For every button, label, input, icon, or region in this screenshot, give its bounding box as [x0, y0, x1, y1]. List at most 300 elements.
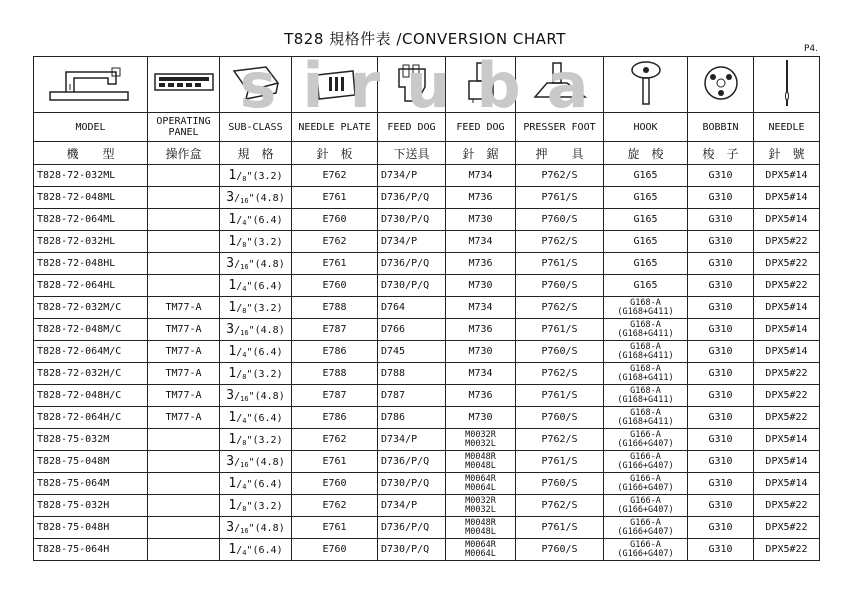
cell-operating-panel: [148, 473, 220, 495]
sub-class-mm: (6.4): [252, 479, 283, 490]
cell-sub-class: $1/_8"(3.2)$: [220, 165, 292, 187]
cell-needle-feed: [446, 209, 516, 231]
sub-class-denominator: 16: [240, 395, 249, 403]
needle-feed-part: M0064R: [465, 539, 496, 550]
cell-operating-panel: [148, 451, 220, 473]
cell-needle-plate: E760: [292, 275, 378, 297]
cell-needle: DPX5#14: [754, 187, 820, 209]
hook-part: G168-A: [630, 363, 661, 374]
cell-feed-dog: D730/P/Q: [378, 209, 446, 231]
cell-hook: [604, 517, 688, 539]
cell-model: T828-75-032H: [34, 495, 148, 517]
cell-needle: DPX5#14: [754, 297, 820, 319]
sub-class-denominator: 4: [242, 549, 247, 557]
cell-sub-class: $1/_8"(3.2)$: [220, 231, 292, 253]
needle-feed-part: M736: [468, 258, 493, 269]
cell-model: T828-72-048ML: [34, 187, 148, 209]
sub-class-mm: (3.2): [252, 303, 283, 314]
illustration-cell-feed-dog: [378, 57, 446, 113]
cell-model: T828-72-048HL: [34, 253, 148, 275]
hook-part: G168-A: [630, 297, 661, 308]
cell-needle: DPX5#22: [754, 363, 820, 385]
cell-model: T828-75-048H: [34, 517, 148, 539]
cell-hook: [604, 429, 688, 451]
cell-operating-panel: [148, 429, 220, 451]
sub-class-mm: (6.4): [252, 545, 283, 556]
cell-bobbin: G310: [688, 275, 754, 297]
cell-presser-foot: P761/S: [516, 385, 604, 407]
illustration-cell-needle-plate: [292, 57, 378, 113]
sewing-machine-icon: [46, 60, 136, 106]
needle-feed-part: M734: [468, 236, 493, 247]
cell-bobbin: G310: [688, 363, 754, 385]
cell-hook: [604, 385, 688, 407]
hook-part: G166-A: [630, 539, 661, 550]
cell-sub-class: $1/_4"(6.4)$: [220, 539, 292, 561]
header-sub-class: SUB-CLASS: [220, 113, 292, 142]
sub-class-mm: (6.4): [252, 413, 283, 424]
sub-class-denominator: 8: [242, 373, 247, 381]
needle-feed-part: M734: [468, 302, 493, 313]
cell-needle: DPX5#14: [754, 429, 820, 451]
sub-class-denominator: 16: [240, 263, 249, 271]
cell-needle-plate: E788: [292, 363, 378, 385]
cell-model: T828-75-048M: [34, 451, 148, 473]
cell-needle-feed: [446, 473, 516, 495]
hook-part: (G168+G411): [617, 350, 674, 361]
needle-feed-part: M0032L: [465, 438, 496, 449]
hook-part: G166-A: [630, 495, 661, 506]
cell-needle-feed: [446, 231, 516, 253]
cell-needle-plate: E761: [292, 253, 378, 275]
cell-hook: [604, 363, 688, 385]
cell-operating-panel: [148, 253, 220, 275]
sub-class-mm: (6.4): [252, 347, 283, 358]
cell-sub-class: $3/_{16}"(4.8)$: [220, 385, 292, 407]
needle-feed-part: M0064L: [465, 482, 496, 493]
cell-presser-foot: P761/S: [516, 187, 604, 209]
cell-hook: [604, 165, 688, 187]
needle-feed-part: M736: [468, 390, 493, 401]
sub-class-numerator: 1: [228, 300, 237, 315]
hook-part: G168-A: [630, 407, 661, 418]
cell-model: T828-72-064H/C: [34, 407, 148, 429]
cell-needle-feed: [446, 275, 516, 297]
header-zh-needle: 針 號: [754, 142, 820, 165]
table-row: [34, 363, 820, 385]
cell-operating-panel: [148, 187, 220, 209]
cell-presser-foot: P761/S: [516, 451, 604, 473]
hook-part: G165: [633, 214, 658, 225]
cell-needle-plate: E762: [292, 495, 378, 517]
cell-needle-plate: E761: [292, 451, 378, 473]
cell-operating-panel: TM77-A: [148, 407, 220, 429]
cell-bobbin: G310: [688, 319, 754, 341]
cell-hook: [604, 297, 688, 319]
cell-presser-foot: P762/S: [516, 297, 604, 319]
cell-bobbin: G310: [688, 209, 754, 231]
cell-needle-feed: [446, 319, 516, 341]
cell-needle: DPX5#22: [754, 407, 820, 429]
sub-class-mm: (4.8): [254, 457, 285, 468]
cell-needle-feed: [446, 451, 516, 473]
table-row: [34, 209, 820, 231]
cell-sub-class: $1/_4"(6.4)$: [220, 341, 292, 363]
cell-model: T828-72-064ML: [34, 209, 148, 231]
hook-part: (G166+G407): [617, 460, 674, 471]
sub-class-denominator: 4: [242, 351, 247, 359]
cell-operating-panel: TM77-A: [148, 341, 220, 363]
sub-class-mm: (4.8): [254, 523, 285, 534]
cell-bobbin: G310: [688, 539, 754, 561]
cell-operating-panel: TM77-A: [148, 297, 220, 319]
needle-feed-part: M0064L: [465, 548, 496, 559]
cell-hook: [604, 407, 688, 429]
cell-hook: [604, 495, 688, 517]
cell-operating-panel: [148, 231, 220, 253]
hook-part: G166-A: [630, 429, 661, 440]
cell-operating-panel: TM77-A: [148, 319, 220, 341]
cell-needle-feed: [446, 495, 516, 517]
table-row: [34, 275, 820, 297]
hook-part: (G168+G411): [617, 394, 674, 405]
needle-feed-part: M0032R: [465, 429, 496, 440]
cell-presser-foot: P761/S: [516, 319, 604, 341]
cell-feed-dog: D736/P/Q: [378, 253, 446, 275]
illustration-cell-hook: [604, 57, 688, 113]
sub-class-numerator: 1: [228, 498, 237, 513]
cell-model: T828-72-032HL: [34, 231, 148, 253]
cell-needle: DPX5#22: [754, 385, 820, 407]
header-needle-feed: FEED DOG: [446, 113, 516, 142]
cell-needle: DPX5#22: [754, 231, 820, 253]
cell-needle: DPX5#14: [754, 319, 820, 341]
cell-needle: DPX5#22: [754, 495, 820, 517]
cell-operating-panel: TM77-A: [148, 385, 220, 407]
needle-feed-part: M0064R: [465, 473, 496, 484]
cell-hook: [604, 209, 688, 231]
sub-class-denominator: 16: [240, 527, 249, 535]
cell-presser-foot: P760/S: [516, 539, 604, 561]
sub-class-numerator: 1: [228, 432, 237, 447]
sub-class-numerator: 1: [228, 542, 237, 557]
sub-class-mm: (3.2): [252, 435, 283, 446]
hook-part: G166-A: [630, 451, 661, 462]
cell-bobbin: G310: [688, 165, 754, 187]
sub-class-mm: (4.8): [254, 259, 285, 270]
sub-class-mm: (4.8): [254, 193, 285, 204]
hook-part: G165: [633, 192, 658, 203]
cell-feed-dog: D736/P/Q: [378, 517, 446, 539]
hook-icon: [624, 58, 668, 108]
hook-part: (G168+G411): [617, 306, 674, 317]
sub-class-denominator: 8: [242, 505, 247, 513]
hook-part: (G168+G411): [617, 372, 674, 383]
cell-needle-plate: E762: [292, 231, 378, 253]
hook-part: (G166+G407): [617, 526, 674, 537]
cell-bobbin: G310: [688, 253, 754, 275]
cell-bobbin: G310: [688, 473, 754, 495]
cell-needle-feed: [446, 429, 516, 451]
hook-part: G165: [633, 280, 658, 291]
needle-feed-part: M0032L: [465, 504, 496, 515]
hook-part: (G166+G407): [617, 548, 674, 559]
cell-needle-feed: [446, 385, 516, 407]
cell-needle: DPX5#22: [754, 253, 820, 275]
cell-needle: DPX5#22: [754, 517, 820, 539]
needle-feed-part: M0048L: [465, 526, 496, 537]
folder-attachment-icon: [226, 61, 286, 105]
sub-class-denominator: 4: [242, 483, 247, 491]
cell-needle-plate: E787: [292, 385, 378, 407]
cell-bobbin: G310: [688, 517, 754, 539]
sub-class-denominator: 8: [242, 241, 247, 249]
header-zh-needle-feed: 針 鋸: [446, 142, 516, 165]
illustration-cell-subclass: [220, 57, 292, 113]
hook-part: G168-A: [630, 341, 661, 352]
cell-needle-plate: E787: [292, 319, 378, 341]
cell-presser-foot: P761/S: [516, 253, 604, 275]
cell-sub-class: $3/_{16}"(4.8)$: [220, 319, 292, 341]
sub-class-denominator: 4: [242, 285, 247, 293]
illustration-cell-presser-foot: [516, 57, 604, 113]
needle-icon: [775, 58, 799, 108]
cell-needle: DPX5#14: [754, 341, 820, 363]
cell-hook: [604, 231, 688, 253]
cell-feed-dog: D787: [378, 385, 446, 407]
hook-part: (G166+G407): [617, 438, 674, 449]
cell-needle-plate: E762: [292, 165, 378, 187]
hook-part: G168-A: [630, 319, 661, 330]
table-row: [34, 297, 820, 319]
sub-class-numerator: 1: [228, 476, 237, 491]
cell-bobbin: G310: [688, 451, 754, 473]
needle-feed-part: M0048R: [465, 451, 496, 462]
cell-needle-feed: [446, 187, 516, 209]
table-row: [34, 473, 820, 495]
illustration-cell-bobbin: [688, 57, 754, 113]
sub-class-numerator: 3: [226, 520, 235, 535]
sub-class-mm: (4.8): [254, 325, 285, 336]
cell-presser-foot: P760/S: [516, 473, 604, 495]
cell-presser-foot: P760/S: [516, 341, 604, 363]
cell-feed-dog: D730/P/Q: [378, 275, 446, 297]
needle-feed-part: M736: [468, 192, 493, 203]
cell-sub-class: $3/_{16}"(4.8)$: [220, 451, 292, 473]
header-zh-presser-foot: 押 具: [516, 142, 604, 165]
sub-class-denominator: 4: [242, 219, 247, 227]
cell-needle-plate: E788: [292, 297, 378, 319]
header-row-english: [34, 113, 820, 142]
cell-needle-plate: E786: [292, 341, 378, 363]
hook-part: (G166+G407): [617, 482, 674, 493]
sub-class-numerator: 3: [226, 388, 235, 403]
sub-class-mm: (3.2): [252, 369, 283, 380]
table-row: [34, 429, 820, 451]
cell-model: T828-72-032H/C: [34, 363, 148, 385]
cell-model: T828-72-064M/C: [34, 341, 148, 363]
needle-feed-part: M730: [468, 412, 493, 423]
sub-class-denominator: 4: [242, 417, 247, 425]
cell-needle: DPX5#14: [754, 165, 820, 187]
header-zh-needle-plate: 針 板: [292, 142, 378, 165]
page-title: T828 規格件表 /CONVERSION CHART: [284, 30, 566, 48]
needle-feed-part: M736: [468, 324, 493, 335]
cell-hook: [604, 275, 688, 297]
cell-presser-foot: P760/S: [516, 275, 604, 297]
hook-part: (G166+G407): [617, 504, 674, 515]
sub-class-numerator: 3: [226, 454, 235, 469]
hook-part: (G168+G411): [617, 416, 674, 427]
cell-presser-foot: P760/S: [516, 407, 604, 429]
header-zh-hook: 旋 梭: [604, 142, 688, 165]
cell-sub-class: $3/_{16}"(4.8)$: [220, 253, 292, 275]
needle-feed-part: M0048L: [465, 460, 496, 471]
cell-needle-feed: [446, 363, 516, 385]
cell-needle-plate: E761: [292, 517, 378, 539]
table-row: [34, 341, 820, 363]
cell-needle: DPX5#22: [754, 275, 820, 297]
needle-feed-part: M730: [468, 280, 493, 291]
hook-part: G165: [633, 170, 658, 181]
cell-model: T828-75-064M: [34, 473, 148, 495]
cell-sub-class: $3/_{16}"(4.8)$: [220, 187, 292, 209]
header-bobbin: BOBBIN: [688, 113, 754, 142]
cell-hook: [604, 539, 688, 561]
illustration-cell-panel: [148, 57, 220, 113]
cell-presser-foot: P762/S: [516, 429, 604, 451]
sub-class-numerator: 3: [226, 190, 235, 205]
presser-foot-icon: [527, 59, 593, 107]
cell-feed-dog: D734/P: [378, 165, 446, 187]
cell-feed-dog: D786: [378, 407, 446, 429]
table-row: [34, 539, 820, 561]
cell-feed-dog: D766: [378, 319, 446, 341]
sub-class-denominator: 8: [242, 439, 247, 447]
cell-feed-dog: D736/P/Q: [378, 187, 446, 209]
sub-class-numerator: 1: [228, 278, 237, 293]
sub-class-numerator: 1: [228, 212, 237, 227]
illustration-cell-model: [34, 49, 615, 122]
cell-hook: [604, 451, 688, 473]
cell-feed-dog: D788: [378, 363, 446, 385]
table-row: [34, 165, 820, 187]
cell-model: T828-72-048M/C: [34, 319, 148, 341]
cell-needle: DPX5#14: [754, 209, 820, 231]
sub-class-numerator: 3: [226, 322, 235, 337]
page-number: P4.: [803, 44, 818, 54]
cell-bobbin: G310: [688, 187, 754, 209]
cell-model: T828-72-032M/C: [34, 297, 148, 319]
cell-operating-panel: [148, 275, 220, 297]
cell-sub-class: $1/_8"(3.2)$: [220, 495, 292, 517]
cell-sub-class: $1/_4"(6.4)$: [220, 407, 292, 429]
cell-sub-class: $1/_8"(3.2)$: [220, 429, 292, 451]
sub-class-numerator: 1: [228, 410, 237, 425]
cell-needle-feed: [446, 165, 516, 187]
table-body: [34, 165, 820, 561]
sub-class-numerator: 1: [228, 366, 237, 381]
cell-feed-dog: D734/P: [378, 231, 446, 253]
cell-sub-class: $1/_8"(3.2)$: [220, 297, 292, 319]
needle-feed-part: M730: [468, 346, 493, 357]
cell-presser-foot: P762/S: [516, 363, 604, 385]
header-needle: NEEDLE: [754, 113, 820, 142]
cell-sub-class: $1/_8"(3.2)$: [220, 363, 292, 385]
cell-model: T828-72-048H/C: [34, 385, 148, 407]
header-zh-sub-class: 規 格: [220, 142, 292, 165]
table-row: [34, 253, 820, 275]
cell-needle-feed: [446, 253, 516, 275]
header-zh-model: 機 型: [34, 142, 148, 165]
needle-plate-icon: [307, 61, 363, 105]
table-row: [34, 517, 820, 539]
watermark-logo: siruba: [239, 49, 615, 122]
cell-needle-plate: E786: [292, 407, 378, 429]
sub-class-denominator: 16: [240, 461, 249, 469]
hook-part: G168-A: [630, 385, 661, 396]
cell-feed-dog: D730/P/Q: [378, 473, 446, 495]
cell-operating-panel: [148, 209, 220, 231]
sub-class-mm: (6.4): [252, 281, 283, 292]
cell-bobbin: G310: [688, 429, 754, 451]
table-row: [34, 407, 820, 429]
cell-bobbin: G310: [688, 385, 754, 407]
cell-needle-plate: E762: [292, 429, 378, 451]
cell-operating-panel: TM77-A: [148, 363, 220, 385]
cell-operating-panel: [148, 539, 220, 561]
cell-needle-feed: [446, 297, 516, 319]
sub-class-mm: (4.8): [254, 391, 285, 402]
hook-part: G165: [633, 236, 658, 247]
header-feed-dog: FEED DOG: [378, 113, 446, 142]
bobbin-icon: [699, 61, 743, 105]
table-row: [34, 451, 820, 473]
cell-feed-dog: D745: [378, 341, 446, 363]
needle-feed-part: M734: [468, 170, 493, 181]
cell-presser-foot: P762/S: [516, 495, 604, 517]
cell-operating-panel: [148, 495, 220, 517]
table-row: [34, 187, 820, 209]
cell-sub-class: $1/_4"(6.4)$: [220, 209, 292, 231]
cell-feed-dog: D734/P: [378, 495, 446, 517]
table-row: [34, 385, 820, 407]
sub-class-numerator: 1: [228, 168, 237, 183]
cell-bobbin: G310: [688, 495, 754, 517]
cell-presser-foot: P760/S: [516, 209, 604, 231]
cell-needle: DPX5#22: [754, 539, 820, 561]
cell-hook: [604, 319, 688, 341]
cell-sub-class: $1/_4"(6.4)$: [220, 275, 292, 297]
illustration-cell-needle: [754, 57, 820, 113]
operating-panel-icon: [153, 68, 215, 98]
cell-operating-panel: [148, 517, 220, 539]
sub-class-denominator: 8: [242, 175, 247, 183]
cell-hook: [604, 253, 688, 275]
cell-needle: DPX5#14: [754, 473, 820, 495]
cell-model: T828-72-064HL: [34, 275, 148, 297]
header-model: MODEL: [34, 113, 148, 142]
cell-sub-class: $1/_4"(6.4)$: [220, 473, 292, 495]
needle-feed-part: M0032R: [465, 495, 496, 506]
sub-class-mm: (3.2): [252, 171, 283, 182]
sub-class-numerator: 3: [226, 256, 235, 271]
cell-needle-plate: E760: [292, 473, 378, 495]
illustration-row: [34, 57, 820, 113]
cell-model: T828-75-064H: [34, 539, 148, 561]
illustration-cell-needle-feed: [446, 57, 516, 113]
sub-class-mm: (3.2): [252, 237, 283, 248]
